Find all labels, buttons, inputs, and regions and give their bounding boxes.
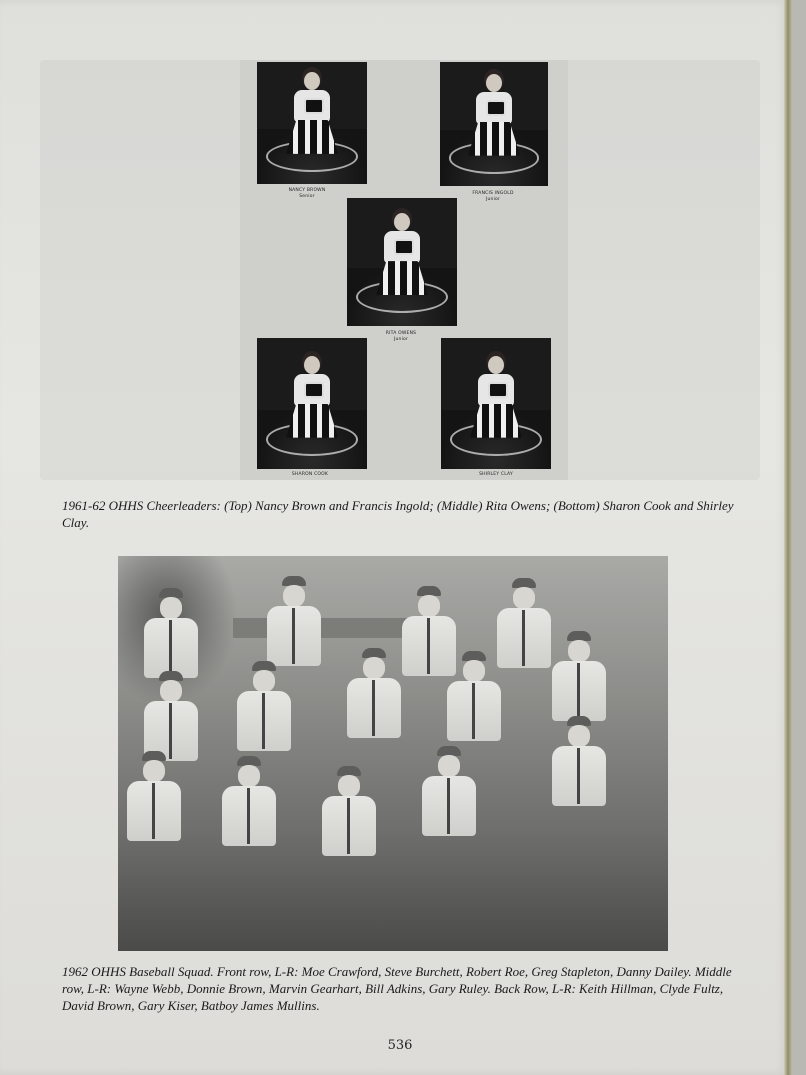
cheerleader-photo-shirley-clay xyxy=(441,338,551,469)
photo-label-francis-ingold: FRANCIS INGOLD Junior xyxy=(472,191,514,202)
photo-label-rita-owens: RITA OWENS Junior xyxy=(385,331,417,342)
cheerleader-photo-sharon-cook xyxy=(257,338,367,469)
photo-label-nancy-brown: NANCY BROWN Senior xyxy=(288,188,326,199)
baseball-caption: 1962 OHHS Baseball Squad. Front row, L-R: Moe Crawford, Steve Burchett, Robert Roe, Greg Stapleton, Danny Dailey. Middle row, L-R: Wayne Webb, Donnie Brown, Marvin Gearhart, Bill Adkins, Gary Ruley. Back Row, L-R: Keith Hillman, Clyde Fultz, David Brown, Gary Kiser, Batboy James Mullins. xyxy=(62,964,732,1013)
cheerleader-photo-francis-ingold xyxy=(440,62,548,186)
page-number: 536 xyxy=(387,1038,413,1053)
cheerleader-photo-nancy-brown xyxy=(257,62,367,184)
photo-label-shirley-clay: SHIRLEY CLAY xyxy=(479,472,513,477)
cheerleader-photo-rita-owens xyxy=(347,198,457,326)
cheerleader-caption: 1961-62 OHHS Cheerleaders: (Top) Nancy Brown and Francis Ingold; (Middle) Rita Owens; (Bottom) Sharon Cook and Shirley Clay. xyxy=(62,498,734,530)
photo-label-sharon-cook: SHARON COOK xyxy=(291,472,329,477)
book-page-edge xyxy=(784,0,792,1075)
baseball-team-photo xyxy=(118,556,668,951)
